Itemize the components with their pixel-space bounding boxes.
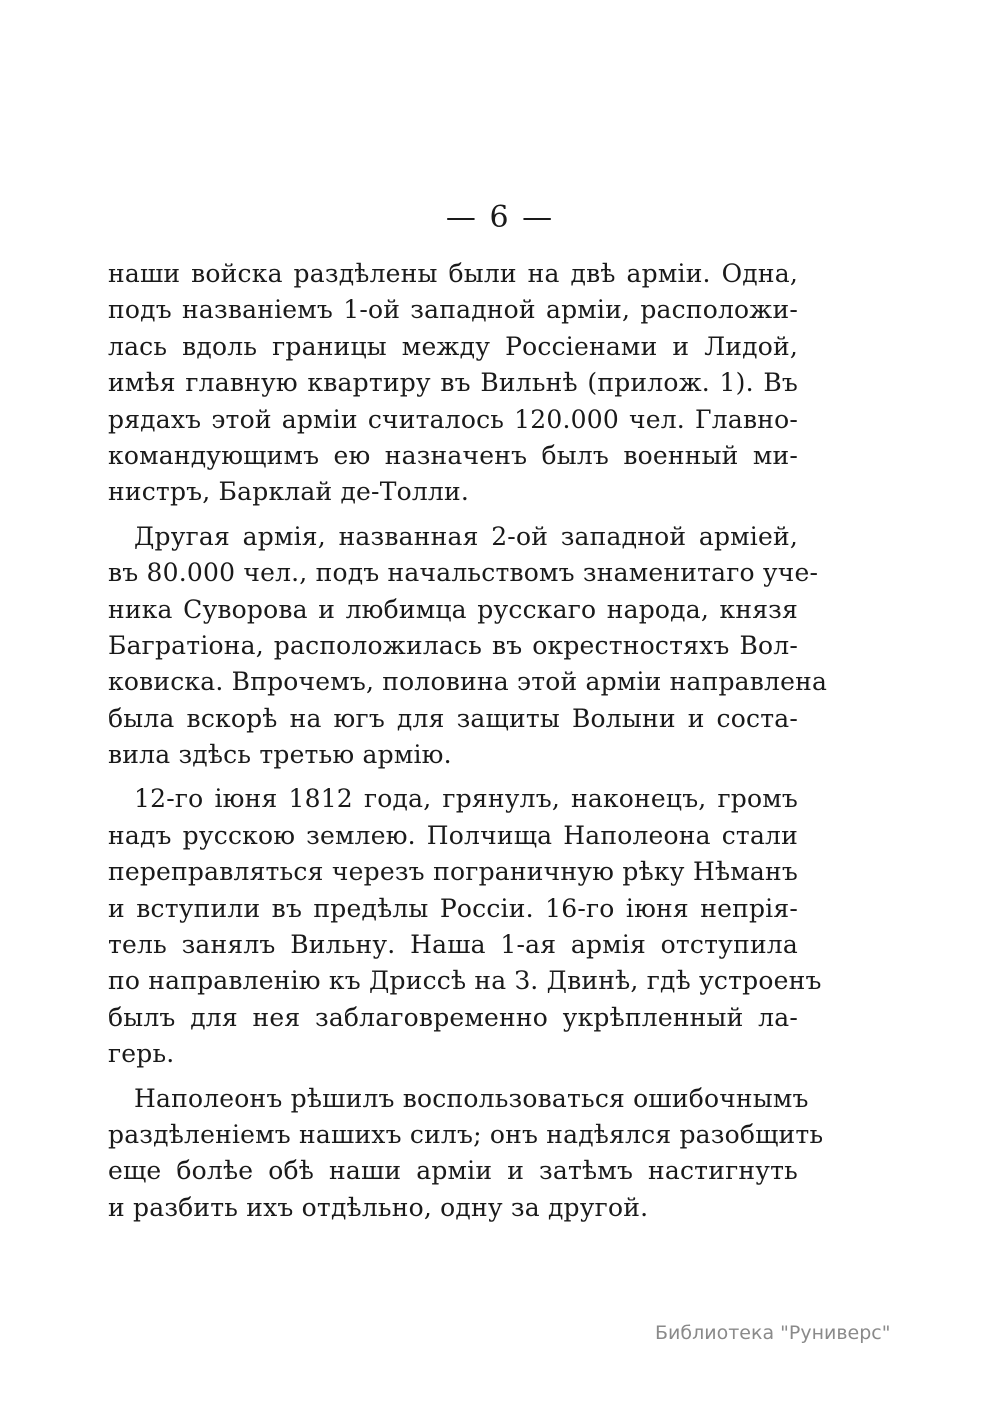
text-line: переправляться черезъ пограничную рѣку Нѣманъ <box>108 857 798 887</box>
text-line: нистръ, Барклай де-Толли. <box>108 477 469 507</box>
text-line: и вступили въ предѣлы Россіи. 16-го іюня непрія- <box>108 893 798 923</box>
text-line: Другая армія, названная 2-ой западной арміей, <box>134 521 798 551</box>
library-watermark: Библиотека "Руниверс" <box>655 1322 891 1344</box>
text-line: Наполеонъ рѣшилъ воспользоваться ошибочнымъ <box>134 1083 809 1113</box>
paragraph <box>108 256 798 511</box>
text-line: была вскорѣ на югъ для защиты Волыни и соста- <box>108 703 798 733</box>
text-line: имѣя главную квартиру въ Вильнѣ (прилож. 1). Въ <box>108 368 798 398</box>
text-body <box>108 256 828 1226</box>
text-line: подъ названіемъ 1-ой западной арміи, расположи- <box>108 295 798 325</box>
text-line: командующимъ ею назначенъ былъ военный ми- <box>108 440 798 470</box>
text-line: 12-го іюня 1812 года, грянулъ, наконецъ, громъ <box>134 784 798 814</box>
paragraph <box>108 519 828 774</box>
text-line: герь. <box>108 1039 175 1069</box>
text-line: еще болѣе обѣ наши арміи и затѣмъ настигнуть <box>108 1156 798 1186</box>
text-line: раздѣленіемъ нашихъ силъ; онъ надѣялся разобщить <box>108 1119 824 1149</box>
text-line: и разбить ихъ отдѣльно, одну за другой. <box>108 1192 649 1222</box>
paragraph <box>108 1081 824 1227</box>
text-line: ковиска. Впрочемъ, половина этой арміи направлена <box>108 667 828 697</box>
text-line: тель занялъ Вильну. Наша 1-ая армія отступила <box>108 930 798 960</box>
text-line: Багратіона, расположилась въ окрестностяхъ Вол- <box>108 630 798 660</box>
text-line: по направленію къ Дриссѣ на З. Двинѣ, гдѣ устроенъ <box>108 966 822 996</box>
paragraph <box>108 781 822 1072</box>
page-number: — 6 — <box>445 200 555 235</box>
text-line: былъ для нея заблаговременно укрѣпленный ла- <box>108 1002 798 1032</box>
text-line: ника Суворова и любимца русскаго народа, князя <box>108 594 798 624</box>
text-line: надъ русскою землею. Полчища Наполеона стали <box>108 820 798 850</box>
text-line: въ 80.000 чел., подъ начальствомъ знаменитаго уче- <box>108 558 819 588</box>
text-line: наши войска раздѣлены были на двѣ арміи. Одна, <box>108 259 798 288</box>
text-line: лась вдоль границы между Россіенами и Лидой, <box>108 331 798 361</box>
text-line: рядахъ этой арміи считалось 120.000 чел. Главно- <box>108 404 798 434</box>
text-line: вила здѣсь третью армію. <box>108 740 452 770</box>
